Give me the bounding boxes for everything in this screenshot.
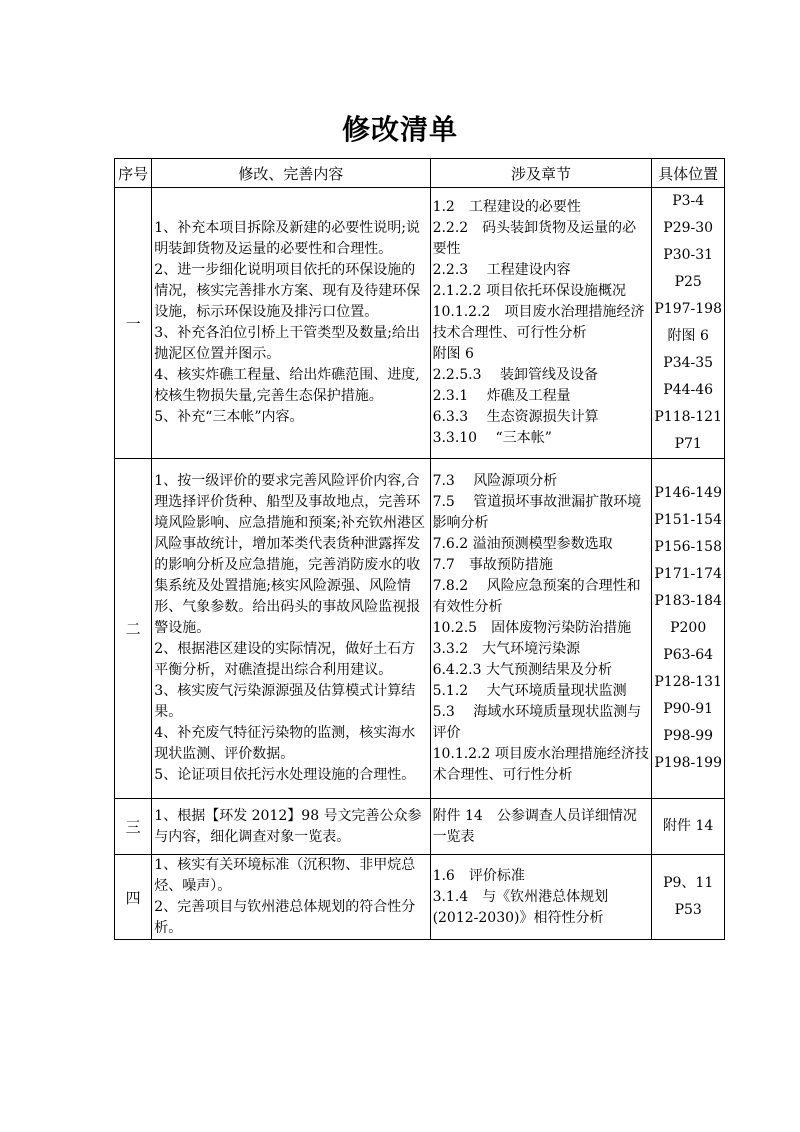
table-row — [115, 799, 725, 855]
content-cell — [152, 459, 430, 799]
content-item: 2、进一步细化说明项目依托的环保设施的情况，核实完善排水方案、现有及待建环保设施，标示环保设施及排污口位置。 — [154, 262, 421, 320]
chapter-item: 2.3.1 炸礁及工程量 — [432, 388, 571, 404]
content-item: 3、补充各泊位引桥上干管类型及数量;给出抛泥区位置并图示。 — [154, 325, 420, 362]
chapter-item: 2.2.5.3 装卸管线及设备 — [432, 367, 598, 383]
row-number: 四 — [115, 855, 152, 940]
position-item: P200 — [670, 620, 707, 636]
position-item: P118-121 — [654, 409, 722, 425]
row-number: 一 — [115, 188, 152, 459]
position-cell — [652, 855, 725, 940]
table-body — [115, 188, 725, 940]
chapter-item: 附件 14 公参调查人员详细情况一览表 — [432, 807, 637, 845]
content-item: 1、根据【环发 2012】98 号文完善公众参与内容，细化调查对象一览表。 — [154, 807, 422, 845]
content-item: 1、补充本项目拆除及新建的必要性说明;说明装卸货物及运量的必要性和合理性。 — [154, 220, 420, 257]
table-row — [115, 459, 725, 799]
position-item: P90-91 — [663, 701, 714, 717]
position-item: P197-198 — [654, 301, 722, 317]
content-item: 4、补充废气特征污染物的监测，核实海水现状监测、评价数据。 — [154, 725, 416, 762]
position-cell — [652, 799, 725, 855]
content-item: 5、补充“三本帐”内容。 — [154, 409, 304, 425]
chapter-item: 6.4.2.3 大气预测结果及分析 — [432, 662, 612, 678]
chapter-item: 7.7 事故预防措施 — [432, 557, 553, 573]
chapter-item: 3.3.2 大气环境污染源 — [432, 641, 581, 657]
chapter-cell — [430, 799, 652, 855]
chapter-item: 5.1.2 大气环境质量现状监测 — [432, 683, 627, 699]
chapter-item: 3.1.4 与《钦州港总体规划(2012-2030)》相符性分析 — [432, 888, 609, 926]
table-row — [115, 855, 725, 940]
chapter-item: 1.2 工程建设的必要性 — [432, 199, 581, 215]
chapter-item: 6.3.3 生态资源损失计算 — [432, 409, 599, 425]
chapter-item: 2.2.2 码头装卸货物及运量的必要性 — [432, 220, 637, 257]
position-item: P71 — [674, 436, 702, 452]
header-chapter: 涉及章节 — [430, 159, 652, 188]
chapter-cell — [430, 459, 652, 799]
table-row — [115, 188, 725, 459]
content-cell — [152, 799, 430, 855]
chapter-item: 5.3 海域水环境质量现状监测与评价 — [432, 704, 642, 741]
chapter-item: 10.1.2.2 项目废水治理措施经济技术合理性、可行性分析 — [432, 304, 645, 341]
chapter-item: 7.5 管道损坏事故泄漏扩散环境影响分析 — [432, 494, 642, 531]
position-item: P63-64 — [663, 647, 714, 663]
content-cell — [152, 188, 430, 459]
position-item: P34-35 — [663, 355, 714, 371]
row-number: 二 — [115, 459, 152, 799]
position-item: P44-46 — [663, 382, 714, 398]
chapter-item: 10.2.5 固体废物污染防治措施 — [432, 620, 632, 636]
position-item: P25 — [674, 274, 702, 290]
content-item: 1、核实有关环境标准（沉积物、非甲烷总烃、噪声）。 — [154, 857, 416, 894]
position-item: 附件 14 — [663, 818, 714, 834]
position-item: P98-99 — [663, 728, 714, 744]
revision-table — [114, 158, 725, 940]
chapter-cell — [430, 188, 652, 459]
table-header-row — [115, 159, 725, 188]
position-item: P156-158 — [654, 539, 722, 555]
chapter-item: 3.3.10 “三本帐” — [432, 430, 552, 446]
content-item: 4、核实炸礁工程量、给出炸礁范围、进度,校核生物损失量,完善生态保护措施。 — [154, 367, 420, 404]
position-item: P171-174 — [654, 566, 722, 582]
position-cell — [652, 459, 725, 799]
chapter-item: 2.2.3 工程建设内容 — [432, 262, 571, 278]
chapter-item: 7.8.2 风险应急预案的合理性和有效性分析 — [432, 578, 641, 615]
chapter-cell — [430, 855, 652, 940]
content-cell — [152, 855, 430, 940]
content-item: 2、完善项目与钦州港总体规划的符合性分析。 — [154, 899, 416, 936]
position-item: P9、11 — [663, 875, 714, 891]
content-item: 5、论证项目依托污水处理设施的合理性。 — [154, 767, 416, 783]
header-no: 序号 — [115, 159, 152, 188]
position-item: P198-199 — [654, 755, 722, 771]
position-item: P183-184 — [654, 593, 722, 609]
position-item: 附图 6 — [667, 328, 709, 344]
chapter-item: 附图 6 — [432, 346, 474, 362]
chapter-item: 1.6 评价标准 — [432, 867, 525, 884]
position-item: P146-149 — [654, 485, 722, 501]
position-item: P151-154 — [654, 512, 722, 528]
position-cell — [652, 188, 725, 459]
position-item: P128-131 — [654, 674, 722, 690]
chapter-item: 2.1.2.2 项目依托环保设施概况 — [432, 283, 626, 299]
chapter-item: 7.3 风险源项分析 — [432, 473, 558, 489]
header-position: 具体位置 — [652, 159, 725, 188]
row-number: 三 — [115, 799, 152, 855]
content-item: 1、按一级评价的要求完善风险评价内容,合理选择评价货种、船型及事故地点，完善环境风险影响、应急措施和预案;补充钦州港区风险事故统计，增加苯类代表货种泄露挥发的影响分析及应急措施，完善消防废水的收集系统及处置措施;核实风险源强、风险情形、气象参数。给出码头的事故风险监视报警设施。 — [154, 473, 426, 636]
page-title: 修改清单 — [341, 113, 458, 146]
chapter-item: 10.1.2.2 项目废水治理措施经济技术合理性、可行性分析 — [432, 746, 649, 783]
content-item: 3、核实废气污染源源强及估算模式计算结果。 — [154, 683, 416, 720]
header-content: 修改、完善内容 — [152, 159, 430, 188]
position-item: P30-31 — [663, 247, 714, 263]
position-item: P29-30 — [663, 220, 714, 236]
content-item: 2、根据港区建设的实际情况，做好土石方平衡分析，对礁渣提出综合利用建议。 — [154, 641, 416, 678]
position-item: P53 — [674, 902, 702, 918]
chapter-item: 7.6.2 溢油预测模型参数选取 — [432, 536, 613, 552]
position-item: P3-4 — [672, 193, 705, 209]
